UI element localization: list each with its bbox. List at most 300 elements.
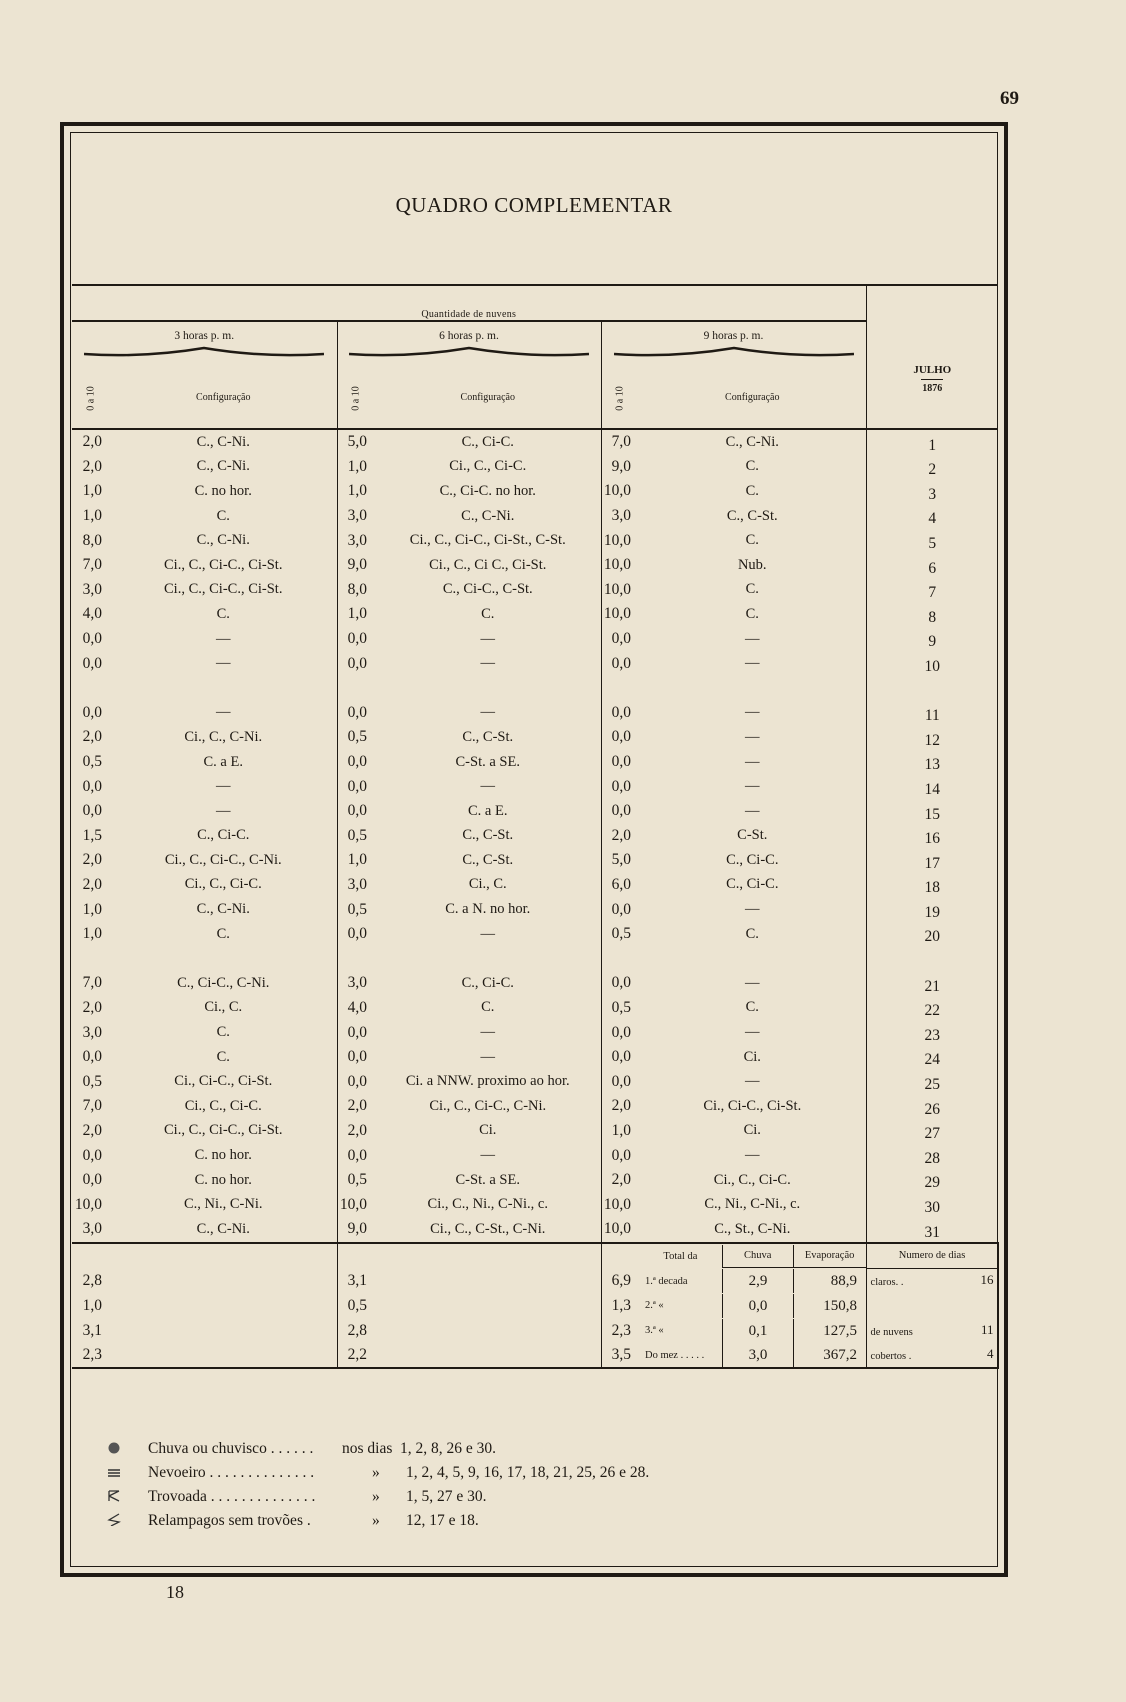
- config-3pm: Ci., Ci-C., Ci-St.: [174, 1073, 273, 1090]
- mean-9pm: 6,9: [601, 1269, 639, 1294]
- config-6pm: C-St. a SE.: [455, 753, 520, 770]
- config-3pm: Ci., C., Ci-C.: [184, 876, 262, 893]
- clear-days-count: 16: [980, 1272, 994, 1288]
- amount-6pm: 1,0: [337, 602, 375, 627]
- amount-6pm: 9,0: [337, 1217, 375, 1243]
- amount-9pm: 3,0: [601, 504, 639, 529]
- amount-3pm: 2,0: [82, 1121, 102, 1139]
- table-row: [72, 553, 998, 578]
- config-9pm: Ci., C., Ci-C.: [713, 1171, 791, 1188]
- config-3pm: Ci., C., Ci-C., C-Ni.: [164, 851, 282, 868]
- amount-6pm: 0,0: [337, 1020, 375, 1045]
- amount-3pm: 10,0: [74, 1195, 102, 1213]
- config-9pm: C.: [745, 999, 759, 1016]
- config-3pm: C., Ci-C., C-Ni.: [177, 974, 270, 991]
- amount-6pm: 0,0: [337, 651, 375, 676]
- period-label: 1.ª decada: [645, 1275, 688, 1287]
- config-6pm: C., C-St.: [462, 827, 514, 844]
- amount-9pm: 2,0: [601, 1168, 639, 1193]
- period-label-6pm: 6 horas p. m.: [439, 330, 499, 342]
- config-3pm: C.: [216, 925, 230, 942]
- amount-6pm: 5,0: [337, 429, 375, 455]
- table-row: [72, 1069, 998, 1094]
- amount-9pm: 10,0: [601, 602, 639, 627]
- legend-days: 1, 5, 27 e 30.: [406, 1488, 487, 1505]
- amount-6pm: 0,5: [337, 897, 375, 922]
- amount-9pm: 0,0: [601, 701, 639, 726]
- amount-6pm: 0,5: [337, 1168, 375, 1193]
- amount-6pm: 0,0: [337, 922, 375, 947]
- amount-9pm: 0,5: [601, 922, 639, 947]
- config-3pm: Ci., C., Ci-C., Ci-St.: [164, 1122, 283, 1139]
- amount-6pm: 3,0: [337, 504, 375, 529]
- day-number: 11: [866, 701, 998, 726]
- config-6pm: C., Ci-C. no hor.: [439, 482, 536, 499]
- config-9pm: —: [745, 753, 760, 770]
- legend-condition: »: [372, 1512, 380, 1529]
- summary-row: [72, 1343, 998, 1369]
- legend-row-rain: [100, 1440, 980, 1464]
- config-6pm: C., C-Ni.: [461, 507, 515, 524]
- amount-9pm: 0,0: [601, 1069, 639, 1094]
- table-row: [72, 1020, 998, 1045]
- config-6pm: C., Ci-C.: [461, 974, 514, 991]
- period-label: 3.ª «: [645, 1325, 664, 1337]
- amount-6pm: 9,0: [337, 553, 375, 578]
- amount-3pm: 8,0: [82, 531, 102, 549]
- lightning-icon: [104, 1512, 124, 1531]
- scale-header: 0 a 10: [601, 366, 639, 429]
- config-3pm: C. no hor.: [194, 482, 252, 499]
- amount-9pm: 0,0: [601, 1045, 639, 1070]
- cloudy-days-label: de nuvens: [870, 1326, 913, 1338]
- mean-6pm: 2,8: [337, 1318, 375, 1343]
- day-number: 28: [866, 1143, 998, 1168]
- config-9pm: —: [745, 728, 760, 745]
- day-number: 4: [866, 504, 998, 529]
- day-number: 5: [866, 528, 998, 553]
- year-label: 1876: [922, 383, 943, 394]
- config-6pm: —: [480, 925, 495, 942]
- day-number: 13: [866, 750, 998, 775]
- config-3pm: C. no hor.: [194, 1171, 252, 1188]
- month-label: JULHO: [913, 364, 952, 376]
- days-count-header: Numero de dias: [866, 1243, 998, 1269]
- day-number: 10: [866, 651, 998, 676]
- day-number: 19: [866, 897, 998, 922]
- amount-3pm: 0,5: [82, 753, 102, 771]
- amount-9pm: 0,0: [601, 799, 639, 824]
- config-9pm: C.: [745, 581, 759, 598]
- day-number: 1: [866, 429, 998, 455]
- wave-ornament: [84, 342, 324, 358]
- config-header: Configuração: [375, 366, 601, 429]
- table-row: [72, 996, 998, 1021]
- daily-rows: [72, 429, 998, 1243]
- amount-6pm: 1,0: [337, 479, 375, 504]
- amount-3pm: 1,5: [82, 826, 102, 844]
- config-header: Configuração: [639, 366, 866, 429]
- config-3pm: C., C-Ni.: [196, 901, 250, 918]
- amount-9pm: 2,0: [601, 824, 639, 849]
- summary-row: [72, 1294, 998, 1319]
- legend-label: Relampagos sem trovões .: [148, 1512, 311, 1529]
- evaporation-header: Evaporação: [793, 1245, 866, 1268]
- table-row: [72, 701, 998, 726]
- summary-rows: [72, 1269, 998, 1369]
- mean-3pm: 3,1: [82, 1321, 102, 1339]
- legend-label: Nevoeiro . . . . . . . . . . . . . .: [148, 1464, 315, 1481]
- table-row: [72, 774, 998, 799]
- amount-6pm: 1,0: [337, 848, 375, 873]
- evaporation-total: 127,5: [793, 1319, 865, 1343]
- day-number: 7: [866, 578, 998, 603]
- table-row: [72, 922, 998, 947]
- decade-gap: [72, 946, 998, 971]
- amount-3pm: 0,0: [82, 777, 102, 795]
- amount-9pm: 10,0: [601, 1217, 639, 1243]
- config-9pm: —: [745, 630, 760, 647]
- day-number: 12: [866, 725, 998, 750]
- cloudy-days-count: 11: [981, 1321, 994, 1337]
- amount-3pm: 0,0: [82, 654, 102, 672]
- config-9pm: C-St.: [737, 827, 768, 844]
- day-number: 21: [866, 971, 998, 996]
- config-9pm: —: [745, 1024, 760, 1041]
- config-6pm: Ci., C.: [468, 876, 507, 893]
- amount-6pm: 3,0: [337, 528, 375, 553]
- table-row: [72, 799, 998, 824]
- config-6pm: —: [480, 1048, 495, 1065]
- legend-row-lightning: [100, 1512, 980, 1536]
- config-3pm: —: [216, 704, 231, 721]
- config-9pm: C.: [745, 482, 759, 499]
- config-9pm: —: [745, 655, 760, 672]
- evaporation-total: 150,8: [793, 1294, 865, 1318]
- config-6pm: C-St. a SE.: [455, 1171, 520, 1188]
- period-header-3pm: [72, 321, 337, 366]
- day-number: 9: [866, 627, 998, 652]
- period-label-9pm: 9 horas p. m.: [703, 330, 764, 342]
- config-9pm: —: [745, 802, 760, 819]
- mean-6pm: 3,1: [337, 1269, 375, 1294]
- rain-total: 3,0: [722, 1343, 793, 1367]
- amount-3pm: 2,0: [82, 998, 102, 1016]
- amount-9pm: 5,0: [601, 848, 639, 873]
- config-6pm: C., Ci-C.: [461, 433, 514, 450]
- amount-6pm: 0,0: [337, 774, 375, 799]
- fog-lines-icon: [104, 1464, 124, 1483]
- config-3pm: C. a E.: [203, 753, 243, 770]
- amount-3pm: 1,0: [82, 925, 102, 943]
- amount-9pm: 0,0: [601, 774, 639, 799]
- config-3pm: C.: [216, 1048, 230, 1065]
- config-3pm: C., C-Ni.: [196, 1220, 250, 1237]
- day-number: 25: [866, 1069, 998, 1094]
- table-row: [72, 651, 998, 676]
- amount-6pm: 1,0: [337, 455, 375, 480]
- config-9pm: C.: [745, 605, 759, 622]
- group-title: Quantidade de nuvens: [72, 285, 866, 321]
- table-row: [72, 627, 998, 652]
- amount-6pm: 0,0: [337, 750, 375, 775]
- config-9pm: C., Ci-C.: [726, 851, 779, 868]
- amount-9pm: 10,0: [601, 553, 639, 578]
- amount-3pm: 1,0: [82, 900, 102, 918]
- config-3pm: C.: [216, 605, 230, 622]
- mean-3pm: 2,8: [82, 1272, 102, 1290]
- rain-header: Chuva: [722, 1245, 793, 1268]
- page-number: 69: [1000, 88, 1019, 109]
- config-6pm: C., C-St.: [462, 728, 514, 745]
- day-number: 3: [866, 479, 998, 504]
- table-row: [72, 848, 998, 873]
- amount-9pm: 0,0: [601, 627, 639, 652]
- table-row: [72, 429, 998, 455]
- config-9pm: Ci., Ci-C., Ci-St.: [703, 1097, 802, 1114]
- config-6pm: —: [480, 778, 495, 795]
- config-3pm: C.: [216, 1024, 230, 1041]
- day-number: 29: [866, 1168, 998, 1193]
- amount-3pm: 7,0: [82, 1097, 102, 1115]
- config-9pm: —: [745, 1147, 760, 1164]
- config-6pm: Ci., C., Ci-C., C-Ni.: [429, 1097, 547, 1114]
- mean-9pm: 1,3: [601, 1294, 639, 1319]
- amount-6pm: 3,0: [337, 971, 375, 996]
- table-row: [72, 479, 998, 504]
- legend-days: 12, 17 e 18.: [406, 1512, 479, 1529]
- summary-section: [72, 1243, 998, 1269]
- amount-3pm: 0,0: [82, 1048, 102, 1066]
- day-number: 24: [866, 1045, 998, 1070]
- overcast-days-label: cobertos .: [870, 1351, 912, 1363]
- wave-ornament: [349, 342, 589, 358]
- total-header: Total da: [663, 1250, 698, 1262]
- amount-9pm: 0,0: [601, 1020, 639, 1045]
- config-3pm: C., Ni., C-Ni.: [183, 1196, 263, 1213]
- rain-total: 2,9: [722, 1269, 793, 1293]
- day-number: 17: [866, 848, 998, 873]
- period-label-3pm: 3 horas p. m.: [174, 330, 235, 342]
- amount-6pm: 0,0: [337, 1143, 375, 1168]
- day-number: 26: [866, 1094, 998, 1119]
- period-label: Do mez . . . . .: [645, 1349, 705, 1361]
- config-9pm: C.: [745, 458, 759, 475]
- amount-9pm: 6,0: [601, 873, 639, 898]
- days-count-cell: [866, 1318, 998, 1343]
- config-6pm: C. a E.: [468, 802, 508, 819]
- table-row: [72, 455, 998, 480]
- amount-9pm: 7,0: [601, 429, 639, 455]
- days-count-cell: [866, 1343, 998, 1369]
- days-count-cell: [866, 1294, 998, 1319]
- amount-9pm: 10,0: [601, 479, 639, 504]
- config-9pm: —: [745, 901, 760, 918]
- amount-9pm: 0,0: [601, 750, 639, 775]
- day-number: 15: [866, 799, 998, 824]
- day-number: 6: [866, 553, 998, 578]
- legend-label: Chuva ou chuvisco . . . . . .: [148, 1440, 314, 1457]
- config-3pm: C., C-Ni.: [196, 458, 250, 475]
- mean-3pm: 2,3: [72, 1343, 110, 1369]
- config-6pm: C., C-St.: [462, 851, 514, 868]
- amount-6pm: 8,0: [337, 578, 375, 603]
- rain-total: 0,1: [722, 1319, 793, 1343]
- amount-6pm: 0,5: [337, 824, 375, 849]
- config-3pm: C.: [216, 507, 230, 524]
- amount-9pm: 1,0: [601, 1119, 639, 1144]
- month-header: [866, 285, 998, 429]
- amount-6pm: 0,0: [337, 1045, 375, 1070]
- amount-6pm: 0,0: [337, 1069, 375, 1094]
- amount-6pm: 0,0: [337, 701, 375, 726]
- amount-9pm: 10,0: [601, 528, 639, 553]
- legend-row-fog: [100, 1464, 980, 1488]
- config-3pm: Ci., C., Ci-C., Ci-St.: [164, 581, 283, 598]
- amount-3pm: 0,0: [82, 1171, 102, 1189]
- amount-3pm: 0,5: [82, 1072, 102, 1090]
- day-number: 18: [866, 873, 998, 898]
- legend-days: 1, 2, 8, 26 e 30.: [400, 1440, 497, 1457]
- config-3pm: Ci., C., Ci-C., Ci-St.: [164, 556, 283, 573]
- config-9pm: C., C-St.: [726, 507, 778, 524]
- summary-row: [72, 1269, 998, 1294]
- legend-row-thunder: [100, 1488, 980, 1512]
- config-3pm: —: [216, 778, 231, 795]
- amount-9pm: 0,5: [601, 996, 639, 1021]
- page-title: QUADRO COMPLEMENTAR: [395, 193, 673, 217]
- day-number: 16: [866, 824, 998, 849]
- amount-3pm: 0,0: [82, 1146, 102, 1164]
- config-6pm: C. a N. no hor.: [445, 901, 531, 918]
- config-6pm: Ci., C., C-St., C-Ni.: [430, 1220, 546, 1237]
- clouds-table: [72, 284, 999, 1369]
- period-label: 2.ª «: [645, 1300, 664, 1312]
- config-6pm: C., Ci-C., C-St.: [442, 581, 533, 598]
- day-number: 31: [866, 1217, 998, 1243]
- table-row: [72, 725, 998, 750]
- table-row: [72, 602, 998, 627]
- config-6pm: C.: [481, 999, 495, 1016]
- clear-days-label: claros. .: [870, 1277, 904, 1289]
- table-row: [72, 1217, 998, 1243]
- config-6pm: —: [480, 1024, 495, 1041]
- amount-9pm: 0,0: [601, 897, 639, 922]
- amount-3pm: 0,0: [82, 703, 102, 721]
- config-6pm: C.: [481, 605, 495, 622]
- table-row: [72, 578, 998, 603]
- day-number: 8: [866, 602, 998, 627]
- config-6pm: Ci., C., Ni., C-Ni., c.: [427, 1196, 548, 1213]
- amount-6pm: 0,0: [337, 799, 375, 824]
- config-6pm: —: [480, 630, 495, 647]
- day-number: 14: [866, 774, 998, 799]
- amount-9pm: 0,0: [601, 651, 639, 676]
- legend: [100, 1440, 980, 1536]
- legend-days: 1, 2, 4, 5, 9, 16, 17, 18, 21, 25, 26 e 28.: [406, 1464, 650, 1481]
- amount-9pm: 0,0: [601, 971, 639, 996]
- table-row: [72, 1168, 998, 1193]
- amount-3pm: 2,0: [82, 728, 102, 746]
- table-row: [72, 528, 998, 553]
- amount-3pm: 7,0: [82, 974, 102, 992]
- amount-9pm: 10,0: [601, 578, 639, 603]
- amount-6pm: 2,0: [337, 1094, 375, 1119]
- config-3pm: Ci., C., Ci-C.: [184, 1097, 262, 1114]
- scale-header: 0 a 10: [72, 366, 110, 429]
- mean-9pm: 3,5: [601, 1343, 639, 1369]
- legend-label: Trovoada . . . . . . . . . . . . . .: [148, 1488, 316, 1505]
- amount-6pm: 0,5: [337, 725, 375, 750]
- config-9pm: —: [745, 974, 760, 991]
- amount-3pm: 3,0: [82, 1220, 102, 1238]
- amount-6pm: 3,0: [337, 873, 375, 898]
- amount-3pm: 1,0: [82, 482, 102, 500]
- period-header-6pm: [337, 321, 601, 366]
- amount-3pm: 3,0: [82, 1023, 102, 1041]
- rain-total: 0,0: [722, 1294, 793, 1318]
- amount-9pm: 0,0: [601, 725, 639, 750]
- day-number: 20: [866, 922, 998, 947]
- wave-ornament: [614, 342, 854, 358]
- mean-9pm: 2,3: [601, 1318, 639, 1343]
- config-3pm: —: [216, 655, 231, 672]
- rain-dot-icon: [104, 1440, 124, 1459]
- config-9pm: Ci.: [743, 1048, 761, 1065]
- amount-3pm: 0,0: [82, 802, 102, 820]
- amount-9pm: 2,0: [601, 1094, 639, 1119]
- period-header-9pm: [601, 321, 866, 366]
- thunder-icon: [104, 1488, 124, 1507]
- amount-9pm: 9,0: [601, 455, 639, 480]
- evaporation-total: 88,9: [793, 1269, 865, 1293]
- amount-6pm: 4,0: [337, 996, 375, 1021]
- config-9pm: C., St., C-Ni.: [714, 1220, 791, 1237]
- config-3pm: Ci., C., C-Ni.: [184, 728, 263, 745]
- amount-3pm: 7,0: [82, 556, 102, 574]
- legend-condition: nos dias: [342, 1440, 393, 1457]
- table-row: [72, 873, 998, 898]
- mean-6pm: 0,5: [337, 1294, 375, 1319]
- table-row: [72, 750, 998, 775]
- amount-3pm: 0,0: [82, 630, 102, 648]
- amount-6pm: 10,0: [337, 1192, 375, 1217]
- amount-3pm: 2,0: [82, 851, 102, 869]
- config-6pm: Ci., C., Ci-C.: [449, 458, 527, 475]
- config-9pm: C., Ci-C.: [726, 876, 779, 893]
- config-header: Configuração: [110, 366, 337, 429]
- footer-number: 18: [166, 1582, 184, 1602]
- config-6pm: Ci. a NNW. proximo ao hor.: [405, 1073, 570, 1090]
- amount-3pm: 2,0: [82, 457, 102, 475]
- config-6pm: Ci., C., Ci-C., Ci-St., C-St.: [409, 532, 566, 549]
- days-count-cell: [866, 1269, 998, 1294]
- amount-3pm: 3,0: [82, 580, 102, 598]
- legend-condition: »: [372, 1464, 380, 1481]
- decade-gap: [72, 676, 998, 701]
- evaporation-total: 367,2: [793, 1343, 865, 1367]
- summary-row: [72, 1318, 998, 1343]
- amount-3pm: 4,0: [82, 605, 102, 623]
- config-9pm: C.: [745, 532, 759, 549]
- config-6pm: Ci., C., Ci C., Ci-St.: [429, 556, 547, 573]
- table-row: [72, 824, 998, 849]
- config-9pm: C., Ni., C-Ni., c.: [704, 1196, 801, 1213]
- config-6pm: —: [480, 655, 495, 672]
- config-3pm: C. no hor.: [194, 1147, 252, 1164]
- config-3pm: —: [216, 630, 231, 647]
- config-6pm: Ci.: [479, 1122, 497, 1139]
